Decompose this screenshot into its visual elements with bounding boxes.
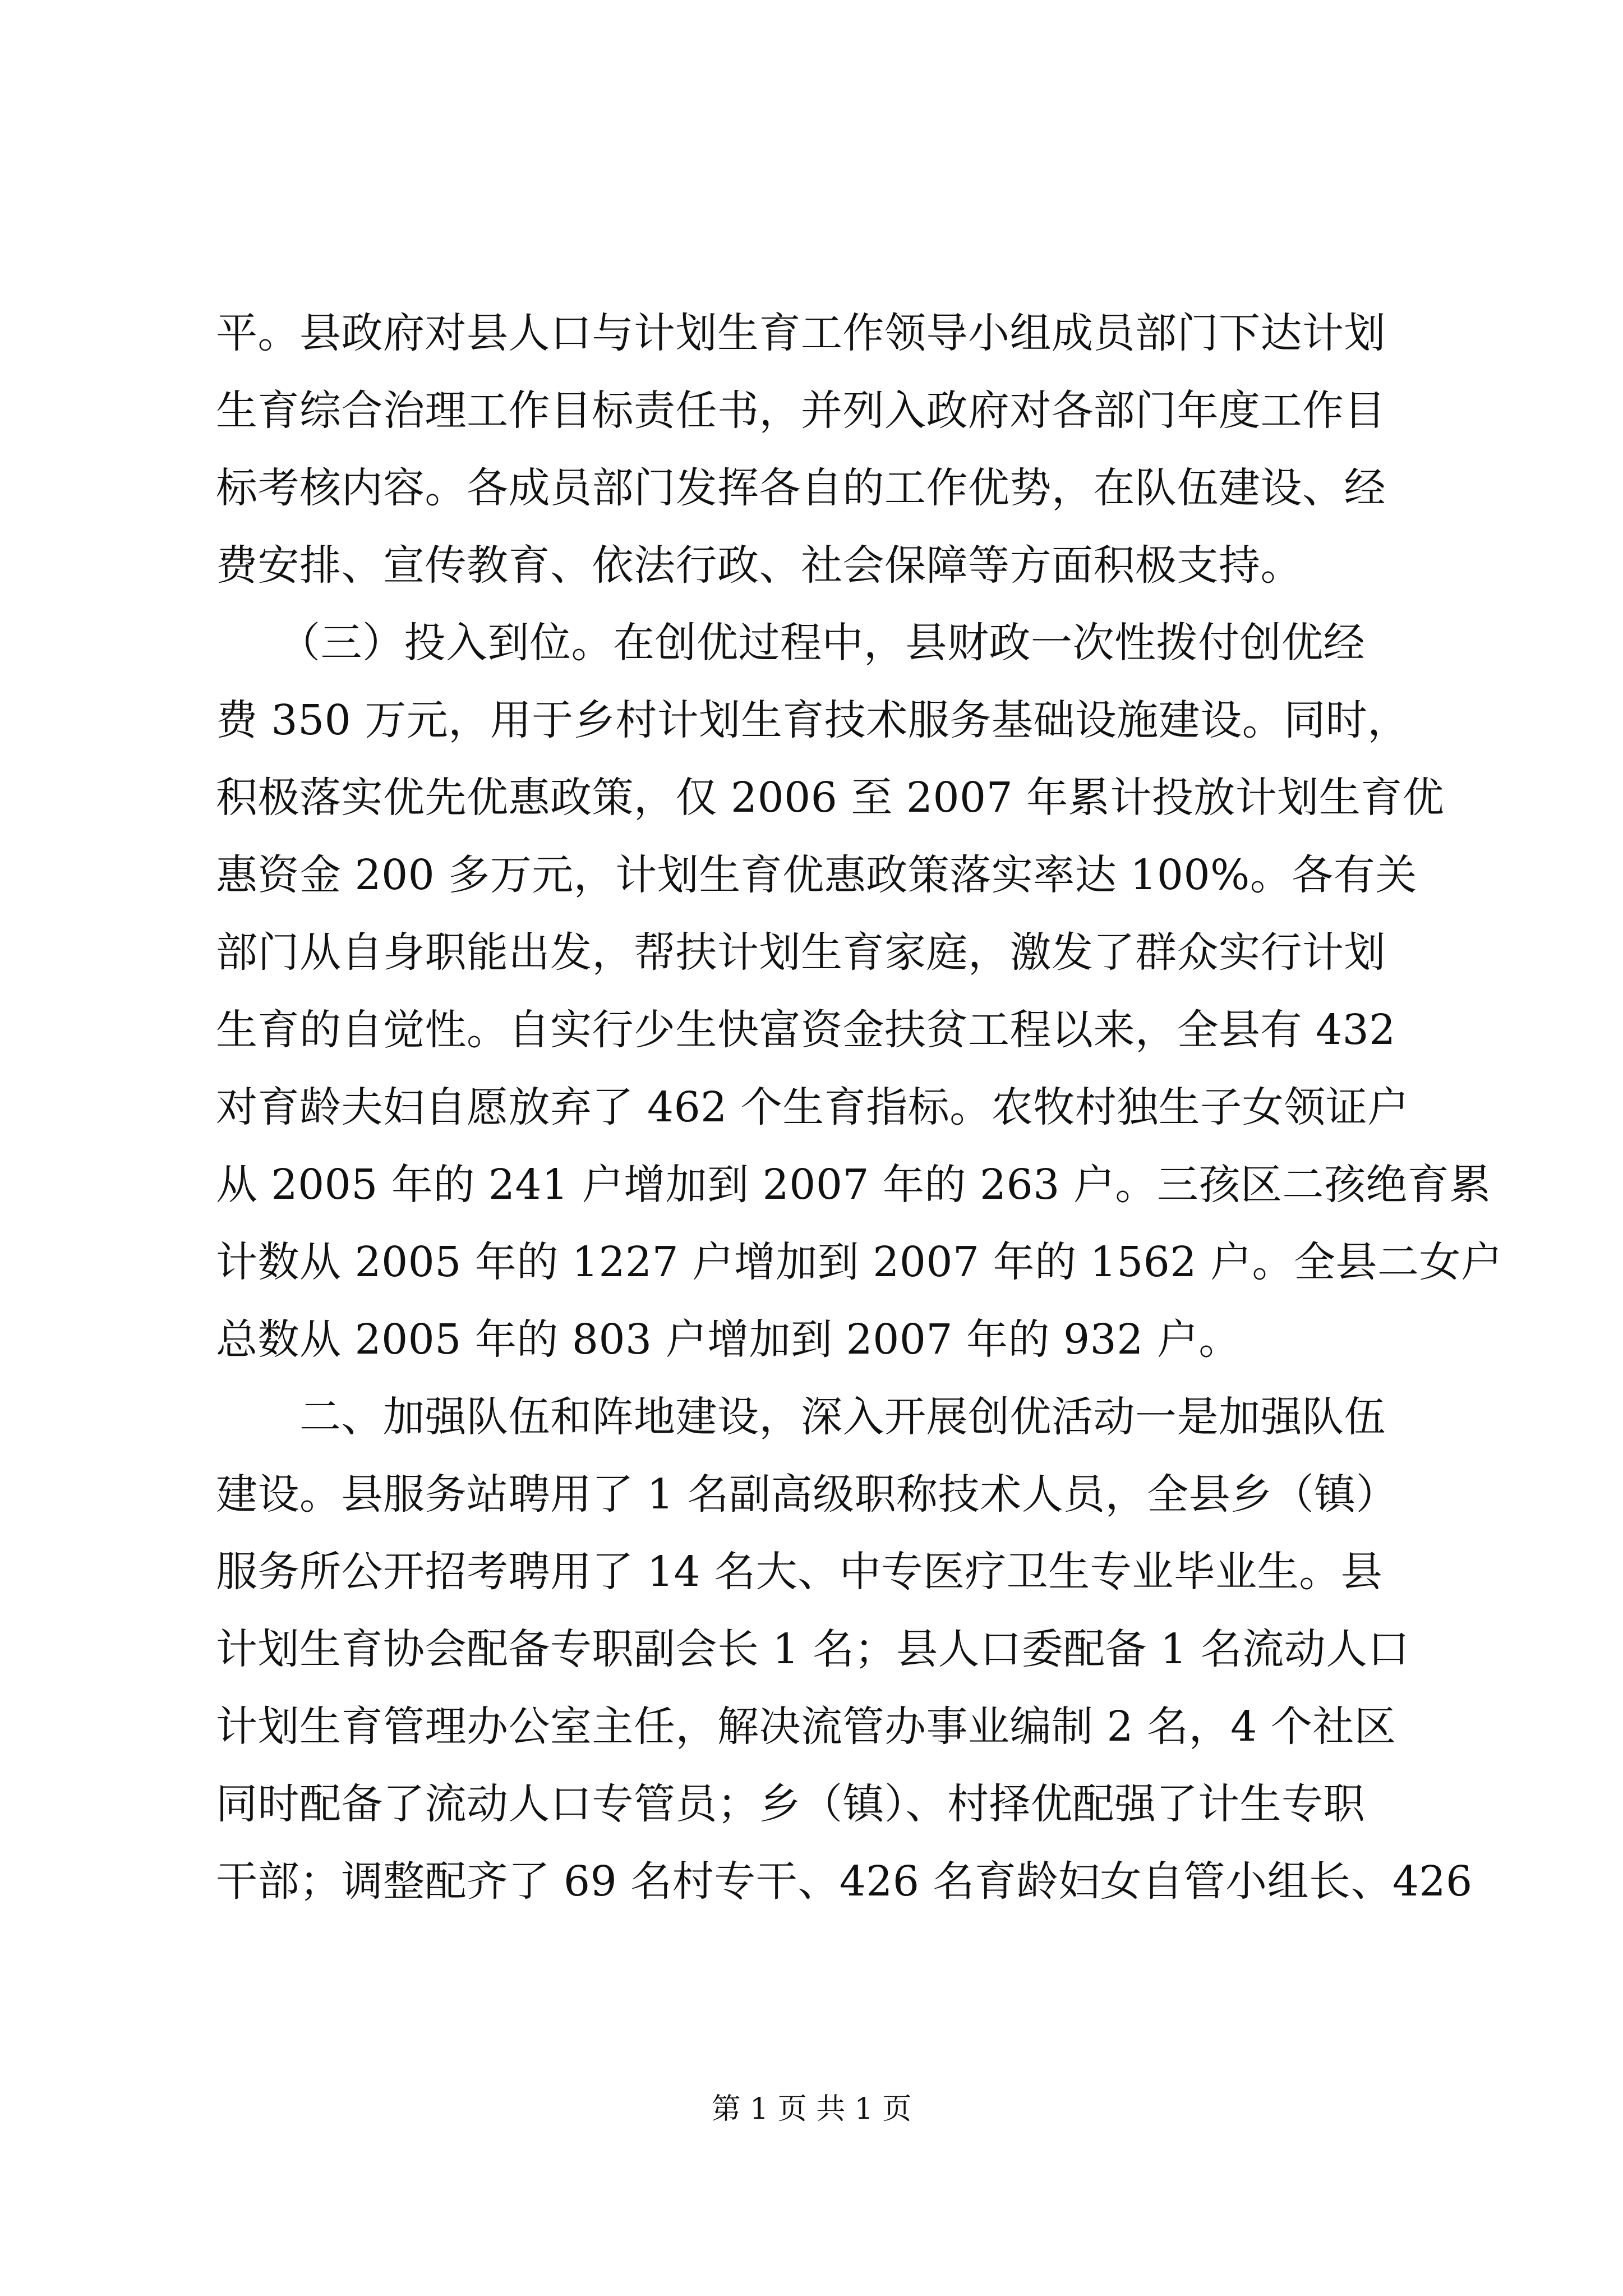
- text-line: 从 2005 年的 241 户增加到 2007 年的 263 户。三孩区二孩绝育累: [216, 1161, 1491, 1209]
- text-line: 费 350 万元，用于乡村计划生育技术服务基础设施建设。同时，: [216, 696, 1409, 744]
- text-line: 计数从 2005 年的 1227 户增加到 2007 年的 1562 户。全县二女户: [216, 1238, 1503, 1286]
- body-text: [216, 295, 1503, 1920]
- text-line: 生育综合治理工作目标责任书，并列入政府对各部门年度工作目: [216, 386, 1386, 435]
- text-line: 总数从 2005 年的 803 户增加到 2007 年的 932 户。: [216, 1315, 1241, 1364]
- text-line: 生育的自觉性。自实行少生快富资金扶贫工程以来，全县有 432: [216, 1006, 1396, 1054]
- text-line: 计划生育协会配备专职副会长 1 名；县人口委配备 1 名流动人口: [216, 1625, 1410, 1673]
- text-line: 惠资金 200 多万元，计划生育优惠政策落实率达 100%。各有关: [216, 851, 1417, 899]
- text-line: 对育龄夫妇自愿放弃了 462 个生育指标。农牧村独生子女领证户: [216, 1083, 1409, 1131]
- page-footer: [0, 2090, 1623, 2129]
- text-line: 费安排、宣传教育、依法行政、社会保障等方面积极支持。: [216, 541, 1302, 590]
- text-line: 标考核内容。各成员部门发挥各自的工作优势，在队伍建设、经: [216, 464, 1386, 512]
- text-line: （三）投入到位。在创优过程中，县财政一次性拨付创优经: [216, 619, 1365, 667]
- text-line: 同时配备了流动人口专管员；乡（镇）、村择优配强了计生专职: [216, 1780, 1365, 1828]
- text-line: 干部；调整配齐了 69 名村专干、426 名育龄妇女自管小组长、426: [216, 1857, 1473, 1906]
- page-number: 第 1 页 共 1 页: [711, 2092, 912, 2126]
- text-line: 服务所公开招考聘用了 14 名大、中专医疗卫生专业毕业生。县: [216, 1548, 1383, 1596]
- text-line: 部门从自身职能出发，帮扶计划生育家庭，激发了群众实行计划: [216, 928, 1386, 977]
- text-line: 积极落实优先优惠政策，仅 2006 至 2007 年累计投放计划生育优: [216, 774, 1445, 822]
- text-line: 平。县政府对县人口与计划生育工作领导小组成员部门下达计划: [216, 309, 1386, 357]
- text-line: 二、加强队伍和阵地建设，深入开展创优活动一是加强队伍: [216, 1393, 1386, 1441]
- text-line: 建设。县服务站聘用了 1 名副高级职称技术人员，全县乡（镇）: [216, 1470, 1398, 1519]
- text-line: 计划生育管理办公室主任，解决流管办事业编制 2 名，4 个社区: [216, 1703, 1396, 1751]
